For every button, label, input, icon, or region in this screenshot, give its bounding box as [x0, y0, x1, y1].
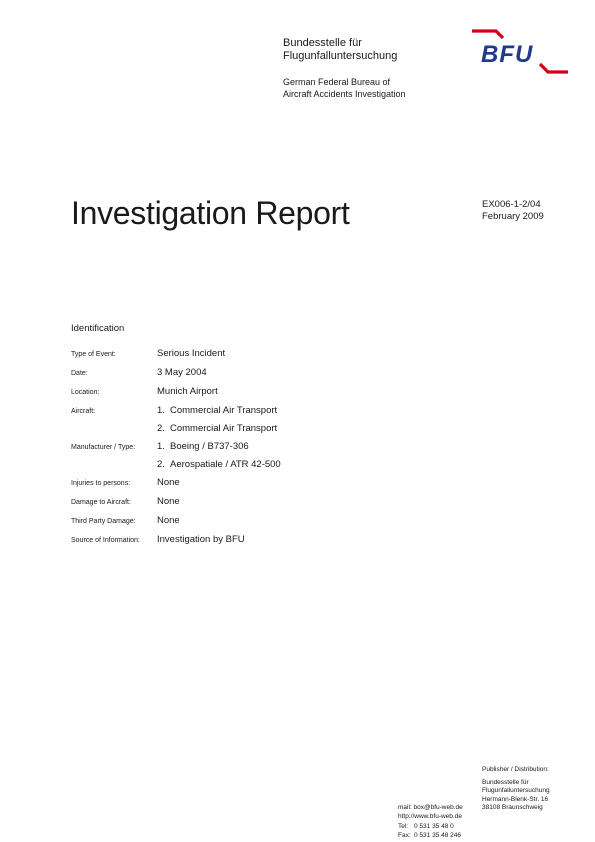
field-label: Injuries to persons: — [71, 480, 131, 487]
agency-name-en-line-1: German Federal Bureau of — [283, 77, 391, 87]
footer-fax — [398, 832, 478, 841]
footer-contact — [398, 804, 478, 821]
fax-label: Fax: — [398, 831, 411, 839]
field-label: Manufacturer / Type: — [71, 444, 136, 451]
logo-lower-stripe — [540, 64, 568, 72]
field-third-party-damage — [71, 512, 511, 531]
field-type-of-event — [71, 345, 511, 364]
identification-heading: Identification — [71, 323, 125, 334]
field-label: Date: — [71, 370, 88, 377]
field-manufacturer-type — [71, 438, 511, 474]
publisher-street: Hermann-Blenk-Str. 16 — [482, 795, 549, 803]
identification-table — [71, 345, 511, 550]
fax-number: 0 531 35 48 246 — [414, 831, 461, 839]
field-aircraft — [71, 402, 511, 438]
field-value: Serious Incident — [157, 348, 226, 359]
field-value-manufacturer-1 — [157, 438, 511, 456]
agency-name-en-line-2: Aircraft Accidents Investigation — [283, 89, 406, 99]
field-value: None — [157, 515, 180, 526]
footer-phone-block — [398, 823, 478, 840]
agency-name-english — [283, 76, 463, 100]
footer-email[interactable]: mail: box@bfu-web.de — [398, 804, 463, 811]
field-date — [71, 364, 511, 383]
publisher-label: Publisher / Distribution: — [482, 766, 549, 773]
report-reference-block — [482, 199, 582, 223]
field-value: 3 May 2004 — [157, 367, 207, 378]
report-title: Investigation Report — [71, 195, 350, 231]
field-label: Location: — [71, 389, 100, 396]
logo-upper-stripe — [472, 31, 503, 38]
list-number: 2. — [157, 423, 165, 434]
publisher-name-line-1: Bundesstelle für — [482, 778, 529, 786]
list-text: Boeing / B737-306 — [170, 441, 249, 452]
footer-publisher — [482, 766, 582, 813]
list-text: Commercial Air Transport — [170, 405, 278, 416]
agency-name-line-1: Bundesstelle für — [283, 37, 362, 49]
list-number: 2. — [157, 459, 165, 470]
field-value: None — [157, 477, 180, 488]
field-injuries — [71, 474, 511, 493]
phone-label: Tel: — [398, 823, 409, 830]
field-value: Munich Airport — [157, 386, 218, 397]
field-label: Damage to Aircraft: — [71, 499, 131, 506]
phone-number: 0 531 35 48 0 — [414, 823, 454, 830]
bfu-logo — [468, 26, 570, 78]
list-text: Aerospatiale / ATR 42-500 — [170, 459, 281, 470]
publisher-city: 38108 Braunschweig — [482, 804, 543, 811]
list-number: 1. — [157, 441, 165, 452]
field-damage-to-aircraft — [71, 493, 511, 512]
field-label: Aircraft: — [71, 408, 96, 415]
agency-name-german — [283, 37, 463, 63]
field-source-of-information — [71, 531, 511, 550]
footer-phone — [398, 823, 478, 832]
list-number: 1. — [157, 405, 165, 416]
agency-name-line-2: Flugunfalluntersuchung — [283, 50, 398, 62]
list-text: Commercial Air Transport — [170, 423, 278, 434]
field-label: Third Party Damage: — [71, 518, 136, 525]
field-location — [71, 383, 511, 402]
logo-text: BFU — [481, 41, 534, 68]
publisher-name-line-2: Flugunfalluntersuchung — [482, 787, 550, 794]
report-number: EX006-1-2/04 — [482, 199, 541, 210]
report-date: February 2009 — [482, 211, 544, 222]
field-value: None — [157, 496, 180, 507]
field-value-manufacturer-2 — [157, 456, 511, 474]
field-label: Type of Event: — [71, 351, 116, 358]
field-label: Source of Information: — [71, 537, 140, 544]
footer-website[interactable]: http://www.bfu-web.de — [398, 812, 462, 820]
field-value-aircraft-2 — [157, 420, 511, 438]
field-value-aircraft-1 — [157, 402, 511, 420]
field-value: Investigation by BFU — [157, 534, 245, 545]
